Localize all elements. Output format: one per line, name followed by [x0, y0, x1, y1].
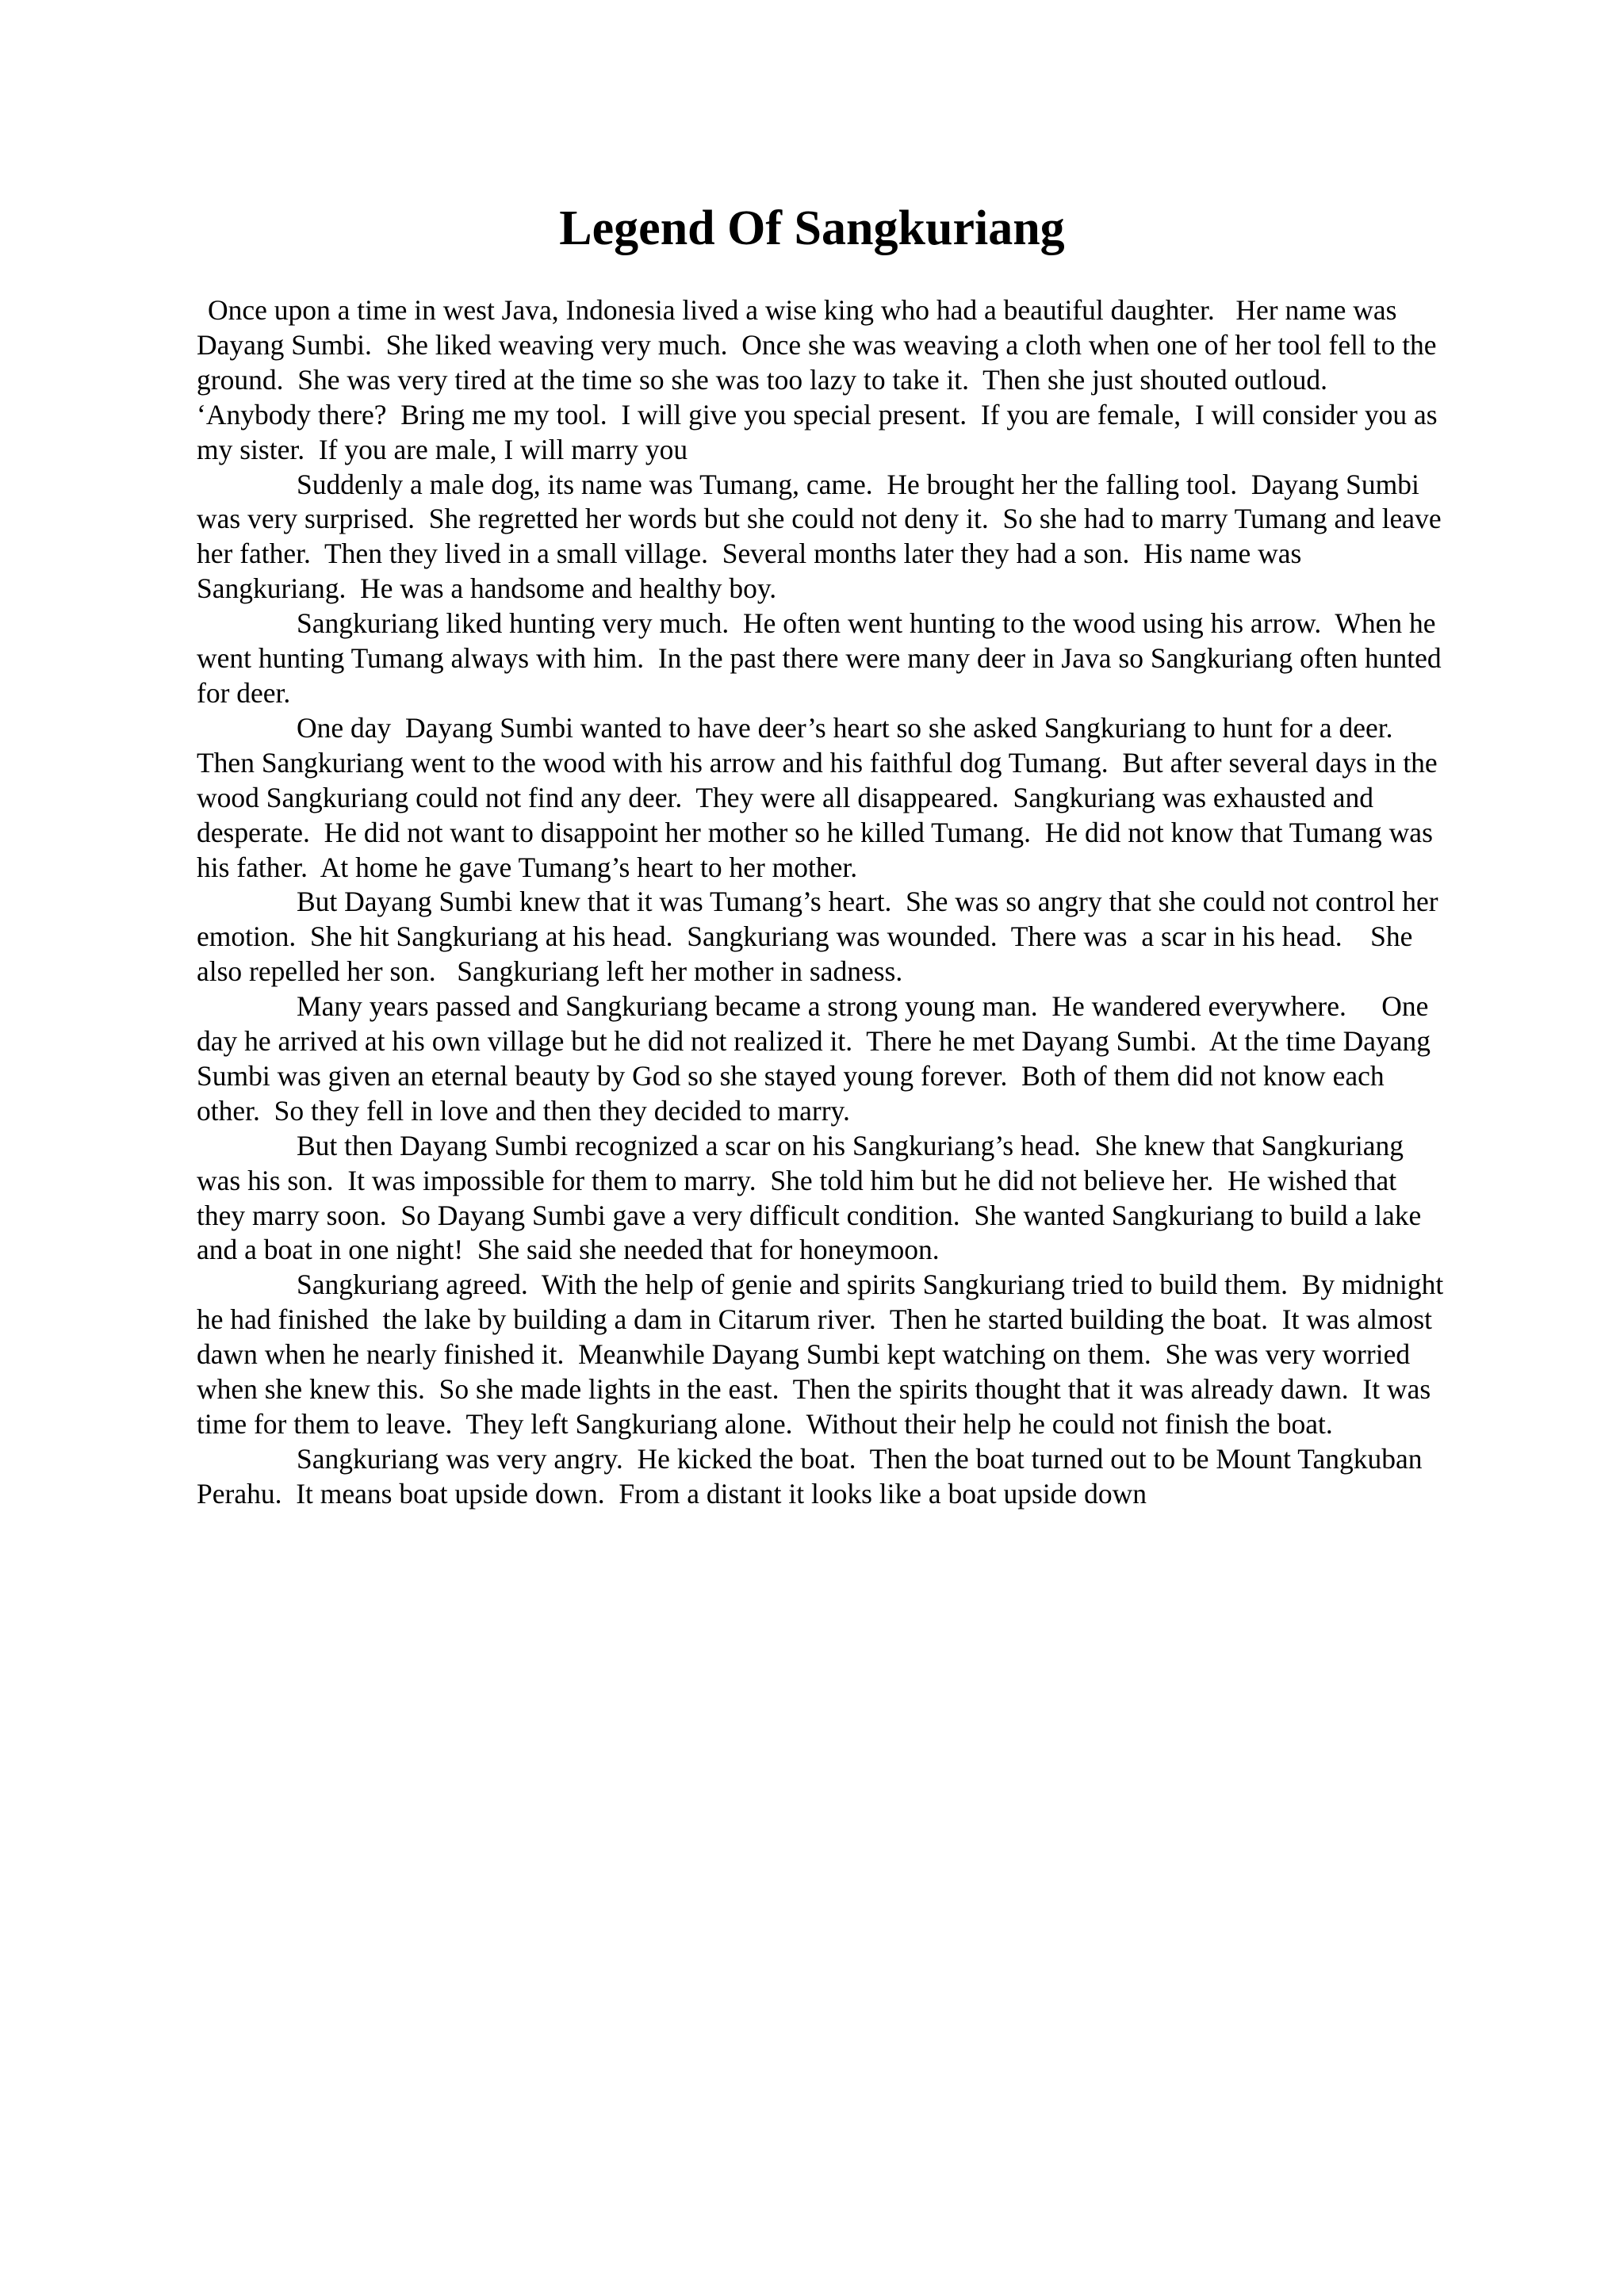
paragraph-intro: Once upon a time in west Java, Indonesia lived a wise king who had a beautiful daughter. Her name was Dayang Sumbi. She liked weaving very much. Once she was weaving a cloth when one of her tool fell to the ground. She was very tired at the time so she was too lazy to take it. Then she just shouted outloud. [197, 294, 1444, 396]
paragraph-ending: Sangkuriang was very angry. He kicked the boat. Then the boat turned out to be Mount Tangkuban Perahu. It means boat upside down. From a distant it looks like a boat upside down [197, 1442, 1430, 1510]
paragraph-quote: ‘Anybody there? Bring me my tool. I will give you special present. If you are female, I will consider you as my sister. If you are male, I will marry you [197, 398, 1445, 465]
page-title: Legend Of Sangkuriang [559, 201, 1065, 255]
story-body [197, 293, 1450, 1512]
paragraph-tumang: Suddenly a male dog, its name was Tumang, came. He brought her the falling tool. Dayang Sumbi was very surprised. She regretted her words but she could not deny it. So she had to marry Tumang and leave her father. Then they lived in a small village. Several months later they had a son. His name was Sangkuriang. He was a handsome and healthy boy. [197, 468, 1449, 605]
paragraph-anger: But Dayang Sumbi knew that it was Tumang’s heart. She was so angry that she could not control her emotion. She hit Sangkuriang at his head. Sangkuriang was wounded. There was a scar in his head. She also repelled her son. Sangkuriang left her mother in sadness. [197, 886, 1446, 988]
paragraph-recognition: But then Dayang Sumbi recognized a scar on his Sangkuriang’s head. She knew that Sangkuriang was his son. It was impossible for them to marry. She told him but he did not believe her. He wished that they marry soon. So Dayang Sumbi gave a very difficult condition. She wanted Sangkuriang to build a lake and a boat in one night! She said she needed that for honeymoon. [197, 1129, 1429, 1266]
paragraph-years-passed: Many years passed and Sangkuriang became a strong young man. He wandered everywhere. One day he arrived at his own village but he did not realized it. There he met Dayang Sumbi. At the time Dayang Sumbi was given an eternal beauty by God so she stayed young forever. Both of them did not know each other. So they fell in love and then they decided to marry. [197, 990, 1438, 1127]
paragraph-hunting: Sangkuriang liked hunting very much. He often went hunting to the wood using his arrow. When he went hunting Tumang always with him. In the past there were many deer in Java so Sangkuriang often hunted for deer. [197, 607, 1449, 709]
paragraph-lake-boat: Sangkuriang agreed. With the help of genie and spirits Sangkuriang tried to build them. By midnight he had finished the lake by building a dam in Citarum river. Then he started building the boat. It was almost dawn when he nearly finished it. Meanwhile Dayang Sumbi kept watching on them. She was very worried when she knew this. So she made lights in the east. Then the spirits thought that it was already dawn. It was time for them to leave. They left Sangkuriang alone. Without their help he could not finish the boat. [197, 1269, 1451, 1440]
paragraph-deer-heart: One day Dayang Sumbi wanted to have deer’s heart so she asked Sangkuriang to hunt for a deer. Then Sangkuriang went to the wood with his arrow and his faithful dog Tumang. But after several days in the wood Sangkuriang could not find any deer. They were all disappeared. Sangkuriang was exhausted and desperate. He did not want to disappoint her mother so he killed Tumang. He did not know that Tumang was his father. At home he gave Tumang’s heart to her mother. [197, 711, 1445, 883]
